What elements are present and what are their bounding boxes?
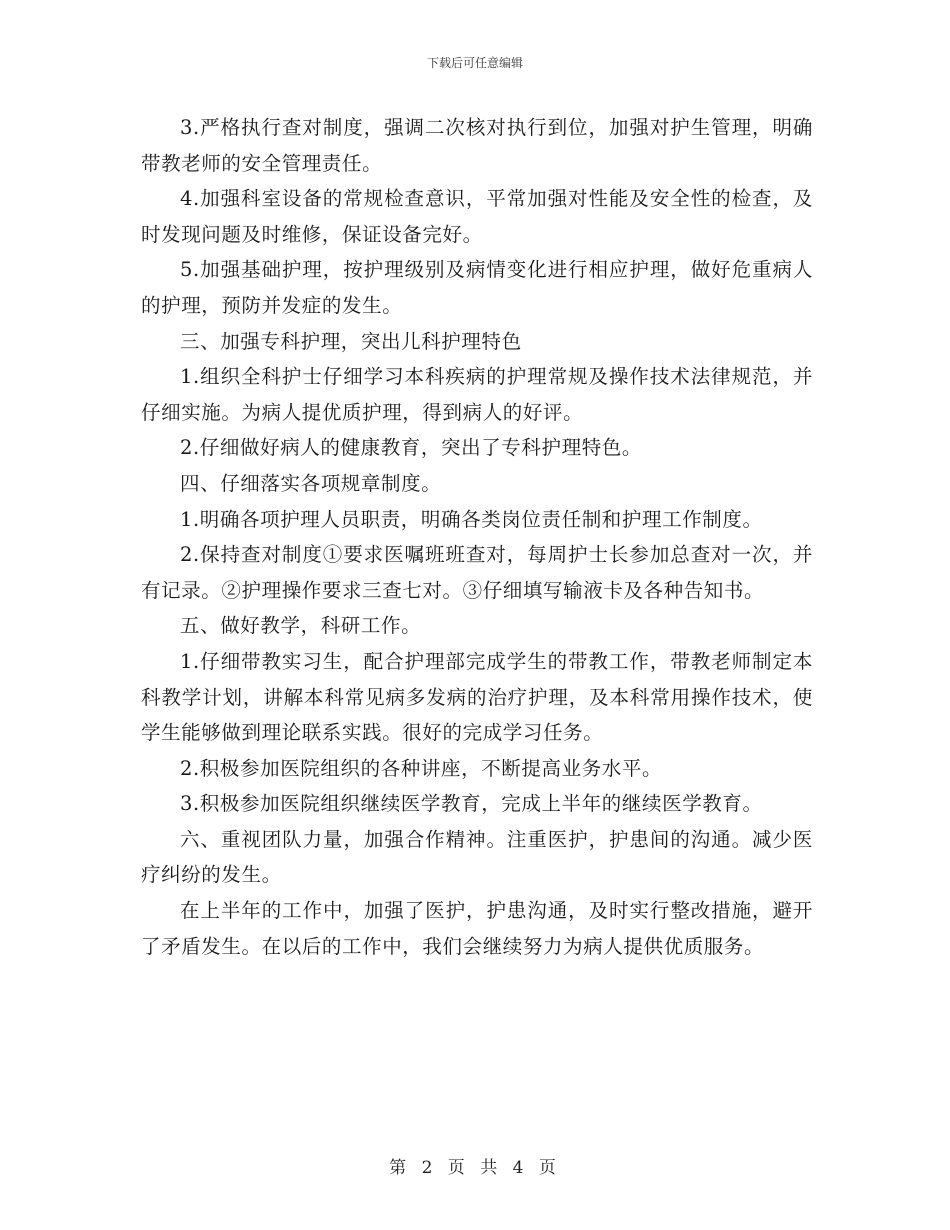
paragraph-item-5: 5.加强基础护理，按护理级别及病情变化进行相应护理，做好危重病人的护理，预防并发症的发生。 [141,258,813,317]
closing-paragraph: 在上半年的工作中，加强了医护，护患沟通，及时实行整改措施，避开了矛盾发生。在以后的工作中，我们会继续努力为病人提供优质服务。 [141,899,813,958]
section-heading-6: 六、重视团队力量，加强合作精神。注重医护，护患间的沟通。减少医疗纠纷的发生。 [141,827,813,887]
paragraph-item-3-1: 1.组织全科护士仔细学习本科疾病的护理常规及操作技术法律规范，并仔细实施。为病人提优质护理，得到病人的好评。 [141,365,813,424]
section-heading-5: 五、做好教学，科研工作。 [180,614,422,638]
paragraph-item-5-2: 2.积极参加医院组织的各种讲座，不断提高业务水平。 [180,756,663,780]
paragraph-item-5-1: 1.仔细带教实习生，配合护理部完成学生的带教工作，带教老师制定本科教学计划，讲解本科常见病多发病的治疗护理，及本科常用操作技术，使学生能够做到理论联系实践。很好的完成学习任务。 [141,649,813,745]
paragraph-item-4-1: 1.明确各项护理人员职责，明确各类岗位责任制和护理工作制度。 [180,507,763,531]
section-heading-4: 四、仔细落实各项规章制度。 [180,471,442,495]
section-heading-3: 三、加强专科护理，突出儿科护理特色 [180,329,522,353]
header-note: 下载后可任意编辑 [426,56,523,70]
paragraph-item-3-2: 2.仔细做好病人的健康教育，突出了专科护理特色。 [180,436,643,460]
page-number: 第 2 页 共 4 页 [389,1158,561,1178]
document-body [141,110,813,964]
paragraph-item-5-3: 3.积极参加医院组织继续医学教育，完成上半年的继续医学教育。 [180,792,763,816]
paragraph-item-4-2: 2.保持查对制度①要求医嘱班班查对，每周护士长参加总查对一次，并有记录。②护理操作要求三查七对。③仔细填写输液卡及各种告知书。 [141,543,813,602]
paragraph-item-3: 3.严格执行查对制度，强调二次核对执行到位，加强对护生管理，明确带教老师的安全管理责任。 [141,116,813,175]
paragraph-item-4: 4.加强科室设备的常规检查意识，平常加强对性能及安全性的检查，及时发现问题及时维修，保证设备完好。 [141,187,813,246]
